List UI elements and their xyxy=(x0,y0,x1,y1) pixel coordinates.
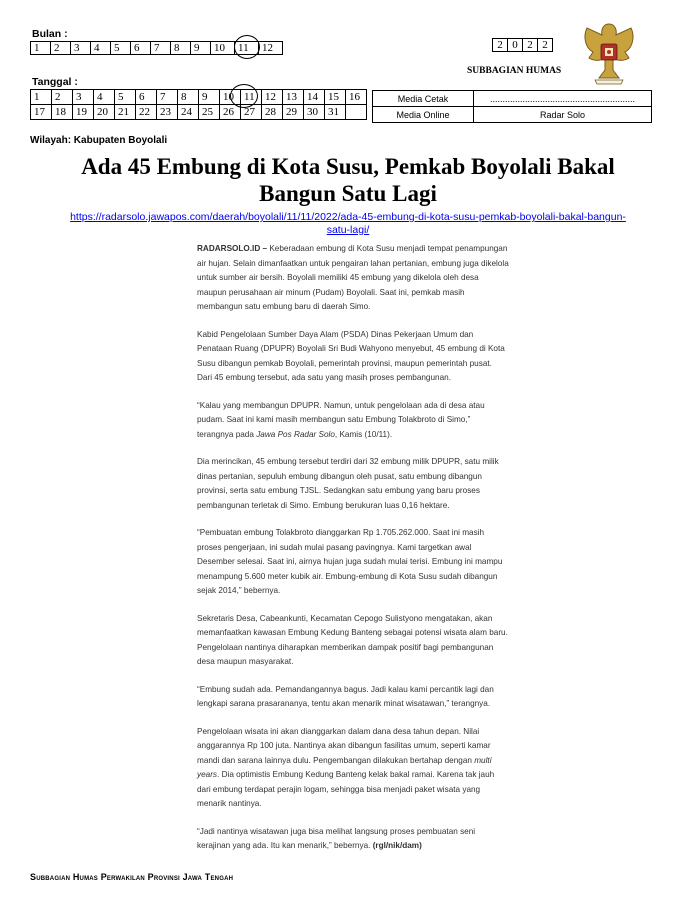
article-url-line2[interactable]: satu-lagi/ xyxy=(326,224,370,236)
date-cell: 9 xyxy=(199,90,220,105)
month-cell: 11 xyxy=(235,42,259,55)
date-cell: 6 xyxy=(136,90,157,105)
date-cell: 13 xyxy=(283,90,304,105)
media-cetak-label: Media Cetak xyxy=(373,91,474,107)
article-paragraph: “Pembuatan embung Tolakbroto dianggarkan Rp 1.705.262.000. Saat ini masih proses pengerjaan, ini sudah mulai pasang pavingnya. Kami targetkan awal Desember selesai. Saat ini, airnya hujan juga sudah mulai terisi. Embung ini mampu menampung 5.600 meter kubik air. Embung-embung di Kota Susu sudah dibangun sejak 2014,” bebernya. xyxy=(197,528,503,595)
date-cell: 18 xyxy=(52,105,73,120)
month-cell: 10 xyxy=(211,42,235,55)
media-online-value: Radar Solo xyxy=(474,107,652,123)
date-cell: 17 xyxy=(31,105,52,120)
year-digit-cell: 2 xyxy=(538,39,553,52)
date-cell: 11 xyxy=(241,90,262,105)
selected-month-circle xyxy=(234,35,260,59)
month-cell: 2 xyxy=(51,42,71,55)
wilayah-label: Wilayah: Kabupaten Boyolali xyxy=(30,135,168,146)
month-cell: 8 xyxy=(171,42,191,55)
date-cell: 23 xyxy=(157,105,178,120)
year-digit-cell: 0 xyxy=(508,39,523,52)
date-grid xyxy=(30,89,367,120)
department-label: SUBBAGIAN HUMAS xyxy=(467,66,562,76)
garuda-emblem xyxy=(577,18,641,86)
date-cell: 26 xyxy=(220,105,241,120)
date-cell: 31 xyxy=(325,105,346,120)
month-cell: 5 xyxy=(111,42,131,55)
date-cell: 16 xyxy=(346,90,367,105)
date-cell: 20 xyxy=(94,105,115,120)
date-cell: 29 xyxy=(283,105,304,120)
date-cell: 24 xyxy=(178,105,199,120)
date-cell: 12 xyxy=(262,90,283,105)
date-cell: 4 xyxy=(94,90,115,105)
date-cell: 10 xyxy=(220,90,241,105)
month-cell: 3 xyxy=(71,42,91,55)
date-cell xyxy=(346,105,367,120)
article-paragraph: “Jadi nantinya wisatawan juga bisa melihat langsung proses pembuatan seni kerajinan yang ada. Itu kan menarik,” bebernya. (rgl/nik/dam) xyxy=(197,826,476,850)
month-cell: 12 xyxy=(259,42,283,55)
article-url-line1[interactable]: https://radarsolo.jawapos.com/daerah/boyolali/11/11/2022/ada-45-embung-di-kota-susu-pemkab-boyolali-bakal-bangun- xyxy=(70,211,626,223)
month-cell: 9 xyxy=(191,42,211,55)
date-cell: 14 xyxy=(304,90,325,105)
footer-label: Subbagian Humas Perwakilan Provinsi Jawa Tengah xyxy=(30,872,234,882)
month-cell: 7 xyxy=(151,42,171,55)
date-cell: 27 xyxy=(241,105,262,120)
year-digit-cell: 2 xyxy=(493,39,508,52)
bulan-label: Bulan : xyxy=(32,28,68,40)
article-paragraph: “Embung sudah ada. Pemandangannya bagus. Jadi kalau kami percantik lagi dan lengkapi sarana prasarananya, tentu akan menarik minat wisatawan,” terangnya. xyxy=(197,684,494,708)
date-cell: 2 xyxy=(52,90,73,105)
year-digit-cell: 2 xyxy=(523,39,538,52)
article-source: RADARSOLO.ID – xyxy=(197,244,268,253)
year-grid xyxy=(492,38,553,52)
article-paragraph: Pengelolaan wisata ini akan dianggarkan dalam dana desa tahun depan. Nilai anggarannya Rp 100 juta. Nantinya akan dibangun fasilitas umum, seperti kamar mandi dan sarana lainnya dulu. Pengembangan dilakukan bertahap dengan multi years. Dia optimistis Embung Kedung Banteng kelak bakal ramai. Karena tak jauh dari embung terdapat perajin logam, sehingga bisa menjadi paket wisata yang menarik nantinya. xyxy=(197,726,495,808)
date-cell: 5 xyxy=(115,90,136,105)
date-cell: 19 xyxy=(73,105,94,120)
article-paragraph: Dia merincikan, 45 embung tersebut terdiri dari 32 embung milik DPUPR, satu milik dinas pertanian, sepuluh embung dibangun oleh pusat, satu embung dibangun provinsi, serta satu embung TJSL. Sedangkan satu embung yang baru proses pembangunan terletak di Simo. Embung berukuran luas 0,16 hektare. xyxy=(197,457,499,510)
article-title-line2: Bangun Satu Lagi xyxy=(259,181,437,206)
date-cell: 7 xyxy=(157,90,178,105)
date-cell: 1 xyxy=(31,90,52,105)
date-cell: 3 xyxy=(73,90,94,105)
media-cetak-value: .......................................................... xyxy=(474,91,652,107)
article-title-line1: Ada 45 Embung di Kota Susu, Pemkab Boyolali Bakal xyxy=(81,154,615,179)
article-body xyxy=(197,242,509,867)
date-cell: 30 xyxy=(304,105,325,120)
date-cell: 25 xyxy=(199,105,220,120)
month-cell: 6 xyxy=(131,42,151,55)
selected-date-circle xyxy=(230,84,258,108)
date-cell: 15 xyxy=(325,90,346,105)
media-online-label: Media Online xyxy=(373,107,474,123)
date-cell: 28 xyxy=(262,105,283,120)
article-paragraph: “Kalau yang membangun DPUPR. Namun, untuk pengelolaan ada di desa atau pudam. Saat ini kami masih membangun satu Embung Tolakbroto di Simo,” terangnya pada Jawa Pos Radar Solo, Kamis (10/11). xyxy=(197,400,485,439)
article-paragraph: Sekretaris Desa, Cabeankunti, Kecamatan Cepogo Sulistyono mengatakan, akan memanfaatkan kawasan Embung Kedung Banteng sebagai potensi wisata alam baru. Pengelolaan nantinya diharapkan memberikan dampak positif bagi pembangunan desa maupun masyarakat. xyxy=(197,613,508,666)
date-cell: 8 xyxy=(178,90,199,105)
date-cell: 21 xyxy=(115,105,136,120)
media-table xyxy=(372,90,652,123)
article-paragraph: RADARSOLO.ID – Keberadaan embung di Kota Susu menjadi tempat penampungan air hujan. Selain dimanfaatkan untuk pengairan lahan pertanian, embung juga dikelola untuk sumber air bersih. Boyolali memiliki 45 embung yang dikelola oleh desa maupun perusahaan air minum (Pudam) Boyolali. Saat ini, pemkab masih membangun satu embung baru di daerah Simo. xyxy=(197,244,509,311)
tanggal-label: Tanggal : xyxy=(32,76,78,88)
month-cell: 1 xyxy=(31,42,51,55)
article-paragraph: Kabid Pengelolaan Sumber Daya Alam (PSDA) Dinas Pekerjaan Umum dan Penataan Ruang (DPUPR) Boyolali Sri Budi Wahyono menyebut, 45 embung di Kota Susu dibangun pemkab Boyolali, pemerintah provinsi, maupun pemerintah pusat. Dari 45 embung tersebut, ada satu yang masih proses pembangunan. xyxy=(197,329,505,382)
date-cell: 22 xyxy=(136,105,157,120)
month-cell: 4 xyxy=(91,42,111,55)
